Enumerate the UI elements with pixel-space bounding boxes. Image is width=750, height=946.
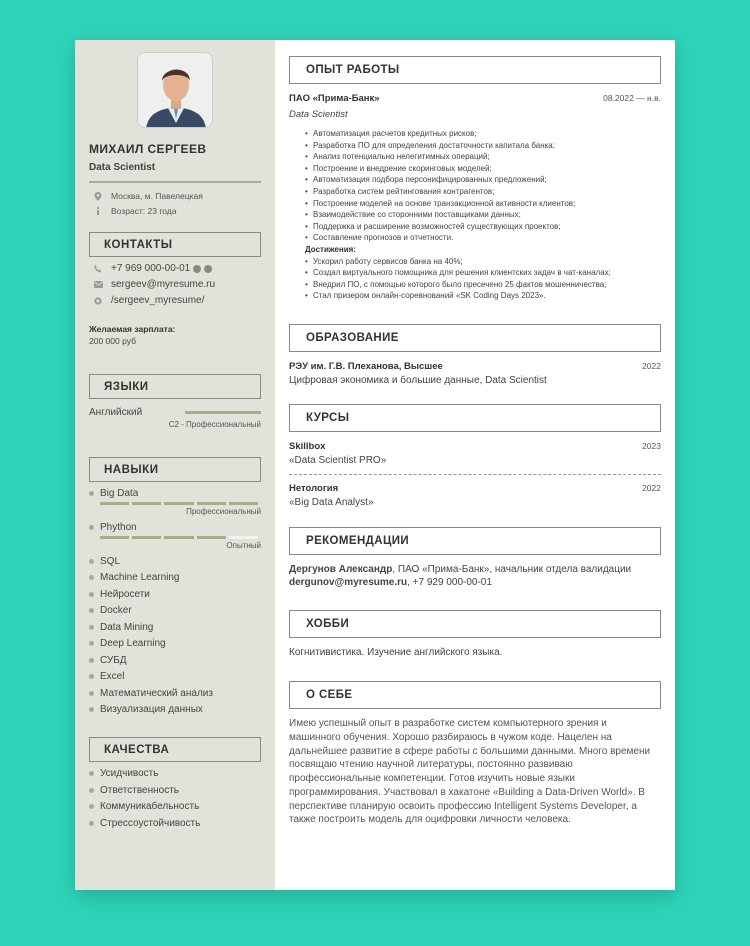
skill-rated [89,522,261,550]
duty-item: • Составление прогнозов и отчетности. [307,232,661,244]
skill-item-label: Data Mining [100,621,154,633]
hobby-text: Когнитивистика. Изучение английского языка. [289,646,503,658]
achievements-label: Достижения: [305,244,356,254]
phone-text[interactable]: +7 969 000-00-01 [111,263,191,274]
skill-level: Опытный [226,541,261,550]
position: Data Scientist [289,109,348,120]
quality-item [89,818,261,829]
bullet-dot [89,691,94,696]
age-text: Возраст: 23 года [111,206,177,216]
skill-item [89,688,261,699]
location-text: Москва, м. Павелецкая [111,191,203,201]
hobby-heading: ХОББИ [289,610,661,638]
courses-heading: КУРСЫ [289,404,661,432]
course-item [289,483,661,508]
quality-item-label: Стрессоустойчивость [100,817,201,829]
achievement-item: • Ускорил работу сервисов банка на 40%; [307,256,661,268]
quality-item [89,768,261,779]
candidate-title: Data Scientist [89,162,156,173]
about-text: Имею успешный опыт в разработке систем компьютерного зрения и машинного обучения. Хорошо разбираюсь в чужом коде. Нацелен на дальнейшее развитие в сфере работы с большими данными. Много времени посвящаю чтению научной литературы, постоянно развиваю профессиональные компетенции. Готов изучить новые языки программирования. Участвовал в хакатоне «Building a Data-Driven World». В перспективе планирую освоить профессию Intelligent Systems Developer, а также построить модель для оцифровки личности человека. [289,717,651,826]
recommendations-heading: РЕКОМЕНДАЦИИ [289,527,661,555]
skill-item-label: Визуализация данных [100,704,203,715]
bullet-dot [89,608,94,613]
skill-item [89,704,261,715]
skill-item [89,671,261,682]
skills-heading: НАВЫКИ [89,457,261,482]
quality-item-label: Усидчивость [100,768,159,779]
bullet-dot [89,625,94,630]
skill-item-label: Математический анализ [100,687,213,699]
skill-level-bar [100,536,258,539]
quality-item [89,801,261,812]
duty-item: • Построение и внедрение скоринговых моделей; [307,163,661,175]
qualities-heading: КАЧЕСТВА [89,737,261,762]
envelope-icon [93,280,103,290]
institution: РЭУ им. Г.В. Плеханова, Высшее [289,360,443,372]
achievement-item: • Создал виртуального помощника для решения клиентских задач в чат-каналах; [307,267,661,279]
skill-name: Phython [100,522,137,533]
bullet-dot [89,674,94,679]
quality-item [89,785,261,796]
main-content [275,40,675,890]
language-name: Английский [89,407,143,418]
skill-plain-list [89,556,261,716]
skill-item [89,522,261,533]
skill-item-label: Docker [100,605,132,616]
skill-item-label: Machine Learning [100,572,180,583]
course-provider: Skillbox [289,440,326,452]
language-level-bar [185,411,261,414]
quality-item-label: Коммуникабельность [100,801,200,812]
skills-list [89,488,261,715]
whatsapp-icon[interactable] [193,265,201,273]
duty-item: • Разработка ПО для определения достаточности капитала банка; [307,140,661,152]
education-heading: ОБРАЗОВАНИЕ [289,324,661,352]
course-name: «Data Scientist PRO» [289,454,387,466]
bullet-dot [89,804,94,809]
skill-item-label: SQL [100,555,121,567]
skill-item [89,556,261,567]
skill-item [89,622,261,633]
course-name: «Big Data Analyst» [289,496,374,508]
course-item [289,441,661,466]
age-row [93,206,261,216]
languages-list [89,407,261,429]
salary-label: Желаемая зарплата: [89,324,176,334]
bullet-dot [89,491,94,496]
skill-level: Профессиональный [186,507,261,516]
skill-name: Big Data [100,488,139,499]
email-row[interactable] [93,279,261,290]
program: Цифровая экономика и большие данные, Data Scientist [289,374,547,386]
bullet-dot [89,788,94,793]
company-name: ПАО «Прима-Банк» [289,93,380,104]
skill-item [89,589,261,600]
experience-heading: ОПЫТ РАБОТЫ [289,56,661,84]
skill-rated [89,488,261,516]
duty-item: • Автоматизация подбора персонифицированных предложений; [307,174,661,186]
bullet-dot [89,771,94,776]
experience-entry [289,93,661,302]
contacts-heading: КОНТАКТЫ [89,232,261,257]
skill-item-label: СУБД [100,654,127,666]
bullet-dot [89,707,94,712]
duty-item: • Поддержка и расширение возможностей существующих проектов; [307,221,661,233]
resume-page [75,40,675,890]
profile-photo [137,52,213,128]
language-item [89,407,261,418]
skill-item-label: Excel [100,671,125,682]
recommender-name: Дергунов Александр [289,563,393,575]
quality-item-label: Ответственность [100,784,179,796]
course-year: 2023 [642,440,661,451]
github-text[interactable]: /sergeev_myresume/ [111,295,205,306]
bullet-dot [89,658,94,663]
courses-list [289,441,661,508]
phone-row[interactable] [93,263,261,274]
course-divider [289,474,661,475]
location-row [93,191,261,201]
experience-period: 08.2022 — н.в. [603,93,661,103]
education-year: 2022 [642,360,661,371]
bullet-dot [89,525,94,530]
duty-item: • Разработка систем рейтингования контрагентов; [307,186,661,198]
achievements-list [307,256,661,302]
achievement-item: • Стал призером онлайн-соревнований «SK Coding Days 2023». [307,290,661,302]
github-icon [93,296,103,306]
skill-item [89,605,261,616]
course-provider: Нетология [289,482,339,494]
achievement-item: • Внедрил ПО, с помощью которого было пресечено 25 фактов мошенничества; [307,279,661,291]
recommender-phone: , +7 929 000-00-01 [407,577,492,589]
duty-item: • Взаимодействие со сторонними поставщиками данных; [307,209,661,221]
duty-item: • Построение моделей на основе транзакционной активности клиентов; [307,198,661,210]
map-pin-icon [93,191,103,201]
info-icon [93,206,103,216]
language-level: C2 - Профессиональный [168,420,261,429]
bullet-dot [89,592,94,597]
recommendation-entry [289,563,661,590]
contacts-list [89,263,261,306]
skill-item-label: Нейросети [100,588,150,600]
email-text[interactable]: sergeev@myresume.ru [111,279,216,290]
recommender-details: , ПАО «Прима-Банк», начальник отдела валидации [392,563,632,575]
skill-item-label: Deep Learning [100,638,166,649]
duty-item: • Анализ потенциально нелегитимных операций; [307,151,661,163]
languages-heading: ЯЗЫКИ [89,374,261,399]
skill-item [89,488,261,499]
education-entry [289,361,661,386]
qualities-list [89,768,261,829]
duties-list [307,128,661,244]
recommender-email[interactable]: dergunov@myresume.ru [289,577,408,589]
about-heading: О СЕБЕ [289,681,661,709]
candidate-name: МИХАИЛ СЕРГЕЕВ [89,142,207,156]
bullet-dot [89,559,94,564]
bullet-dot [89,641,94,646]
salary-value: 200 000 руб [89,336,136,346]
course-year: 2022 [642,482,661,493]
skill-level-bar [100,502,258,505]
phone-icon [93,264,103,274]
bullet-dot [89,575,94,580]
skill-item [89,638,261,649]
skill-item [89,572,261,583]
title-divider [89,181,261,183]
personal-info [93,191,261,216]
duty-item: • Автоматизация расчетов кредитных рисков; [307,128,661,140]
skill-item [89,655,261,666]
sidebar [75,40,275,890]
bullet-dot [89,821,94,826]
telegram-icon[interactable] [204,265,212,273]
github-row[interactable] [93,295,261,306]
